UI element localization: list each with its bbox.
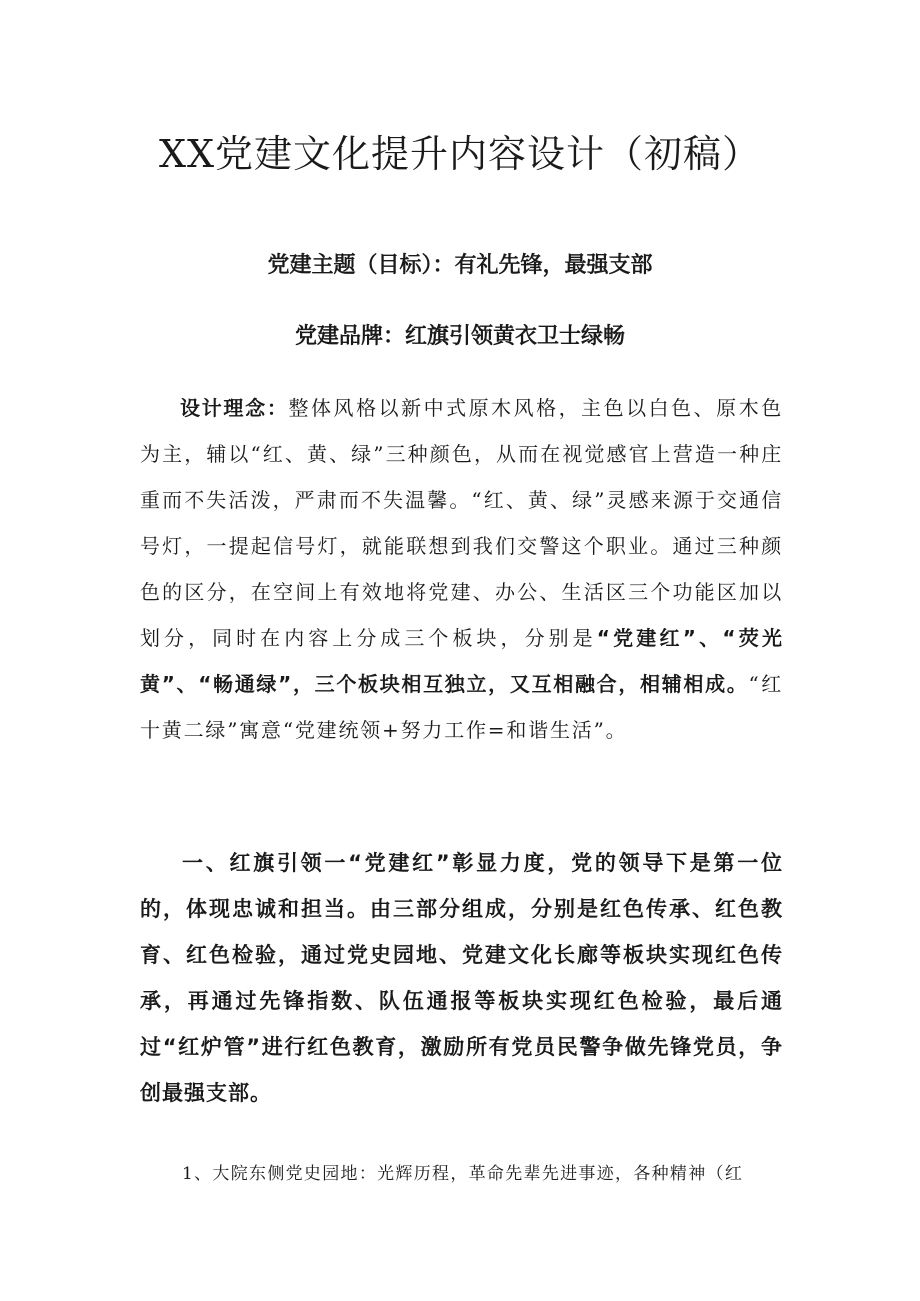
design-concept-label: 设计理念： [180,396,289,420]
design-concept-emphasis: “党建红”、“荧光黄”、“畅通绿”，三个板块相互独立，又互相融合，相辅相成。 [140,626,784,696]
theme-line: 党建主题（目标）：有礼先锋，最强支部 [267,253,653,278]
design-concept-meaning: “红十黄二绿”寓意“党建统领+努力工作=和谐生活”。 [140,672,784,742]
item-1-paragraph: 1、大院东侧党史园地：光辉历程，革命先辈先进事迹，各种精神（红 [182,1164,744,1184]
design-concept-paragraph [140,385,783,753]
section-1-paragraph: 一、红旗引领一“党建红”彰显力度，党的领导下是第一位的，体现忠诚和担当。由三部分组成，分别是红色传承、红色教育、红色检验，通过党史园地、党建文化长廊等板块实现红色传承，再通过先锋指数、队伍通报等板块实现红色检验，最后通过“红炉管”进行红色教育，激励所有党员民警争做先锋党员，争创最强支部。 [140,851,783,1105]
design-concept-text: 整体风格以新中式原木风格，主色以白色、原木色为主，辅以“红、黄、绿”三种颜色，从而在视觉感官上营造一种庄重而不失活泼，严肃而不失温馨。“红、黄、绿”灵感来源于交通信号灯，一提起信号灯，就能联想到我们交警这个职业。通过三种颜色的区分，在空间上有效地将党建、办公、生活区三个功能区加以划分，同时在内容上分成三个板块，分别是 [140,396,784,650]
document-title: XX党建文化提升内容设计（初稿） [158,132,762,176]
brand-line: 党建品牌：红旗引领黄衣卫士绿畅 [294,324,625,349]
